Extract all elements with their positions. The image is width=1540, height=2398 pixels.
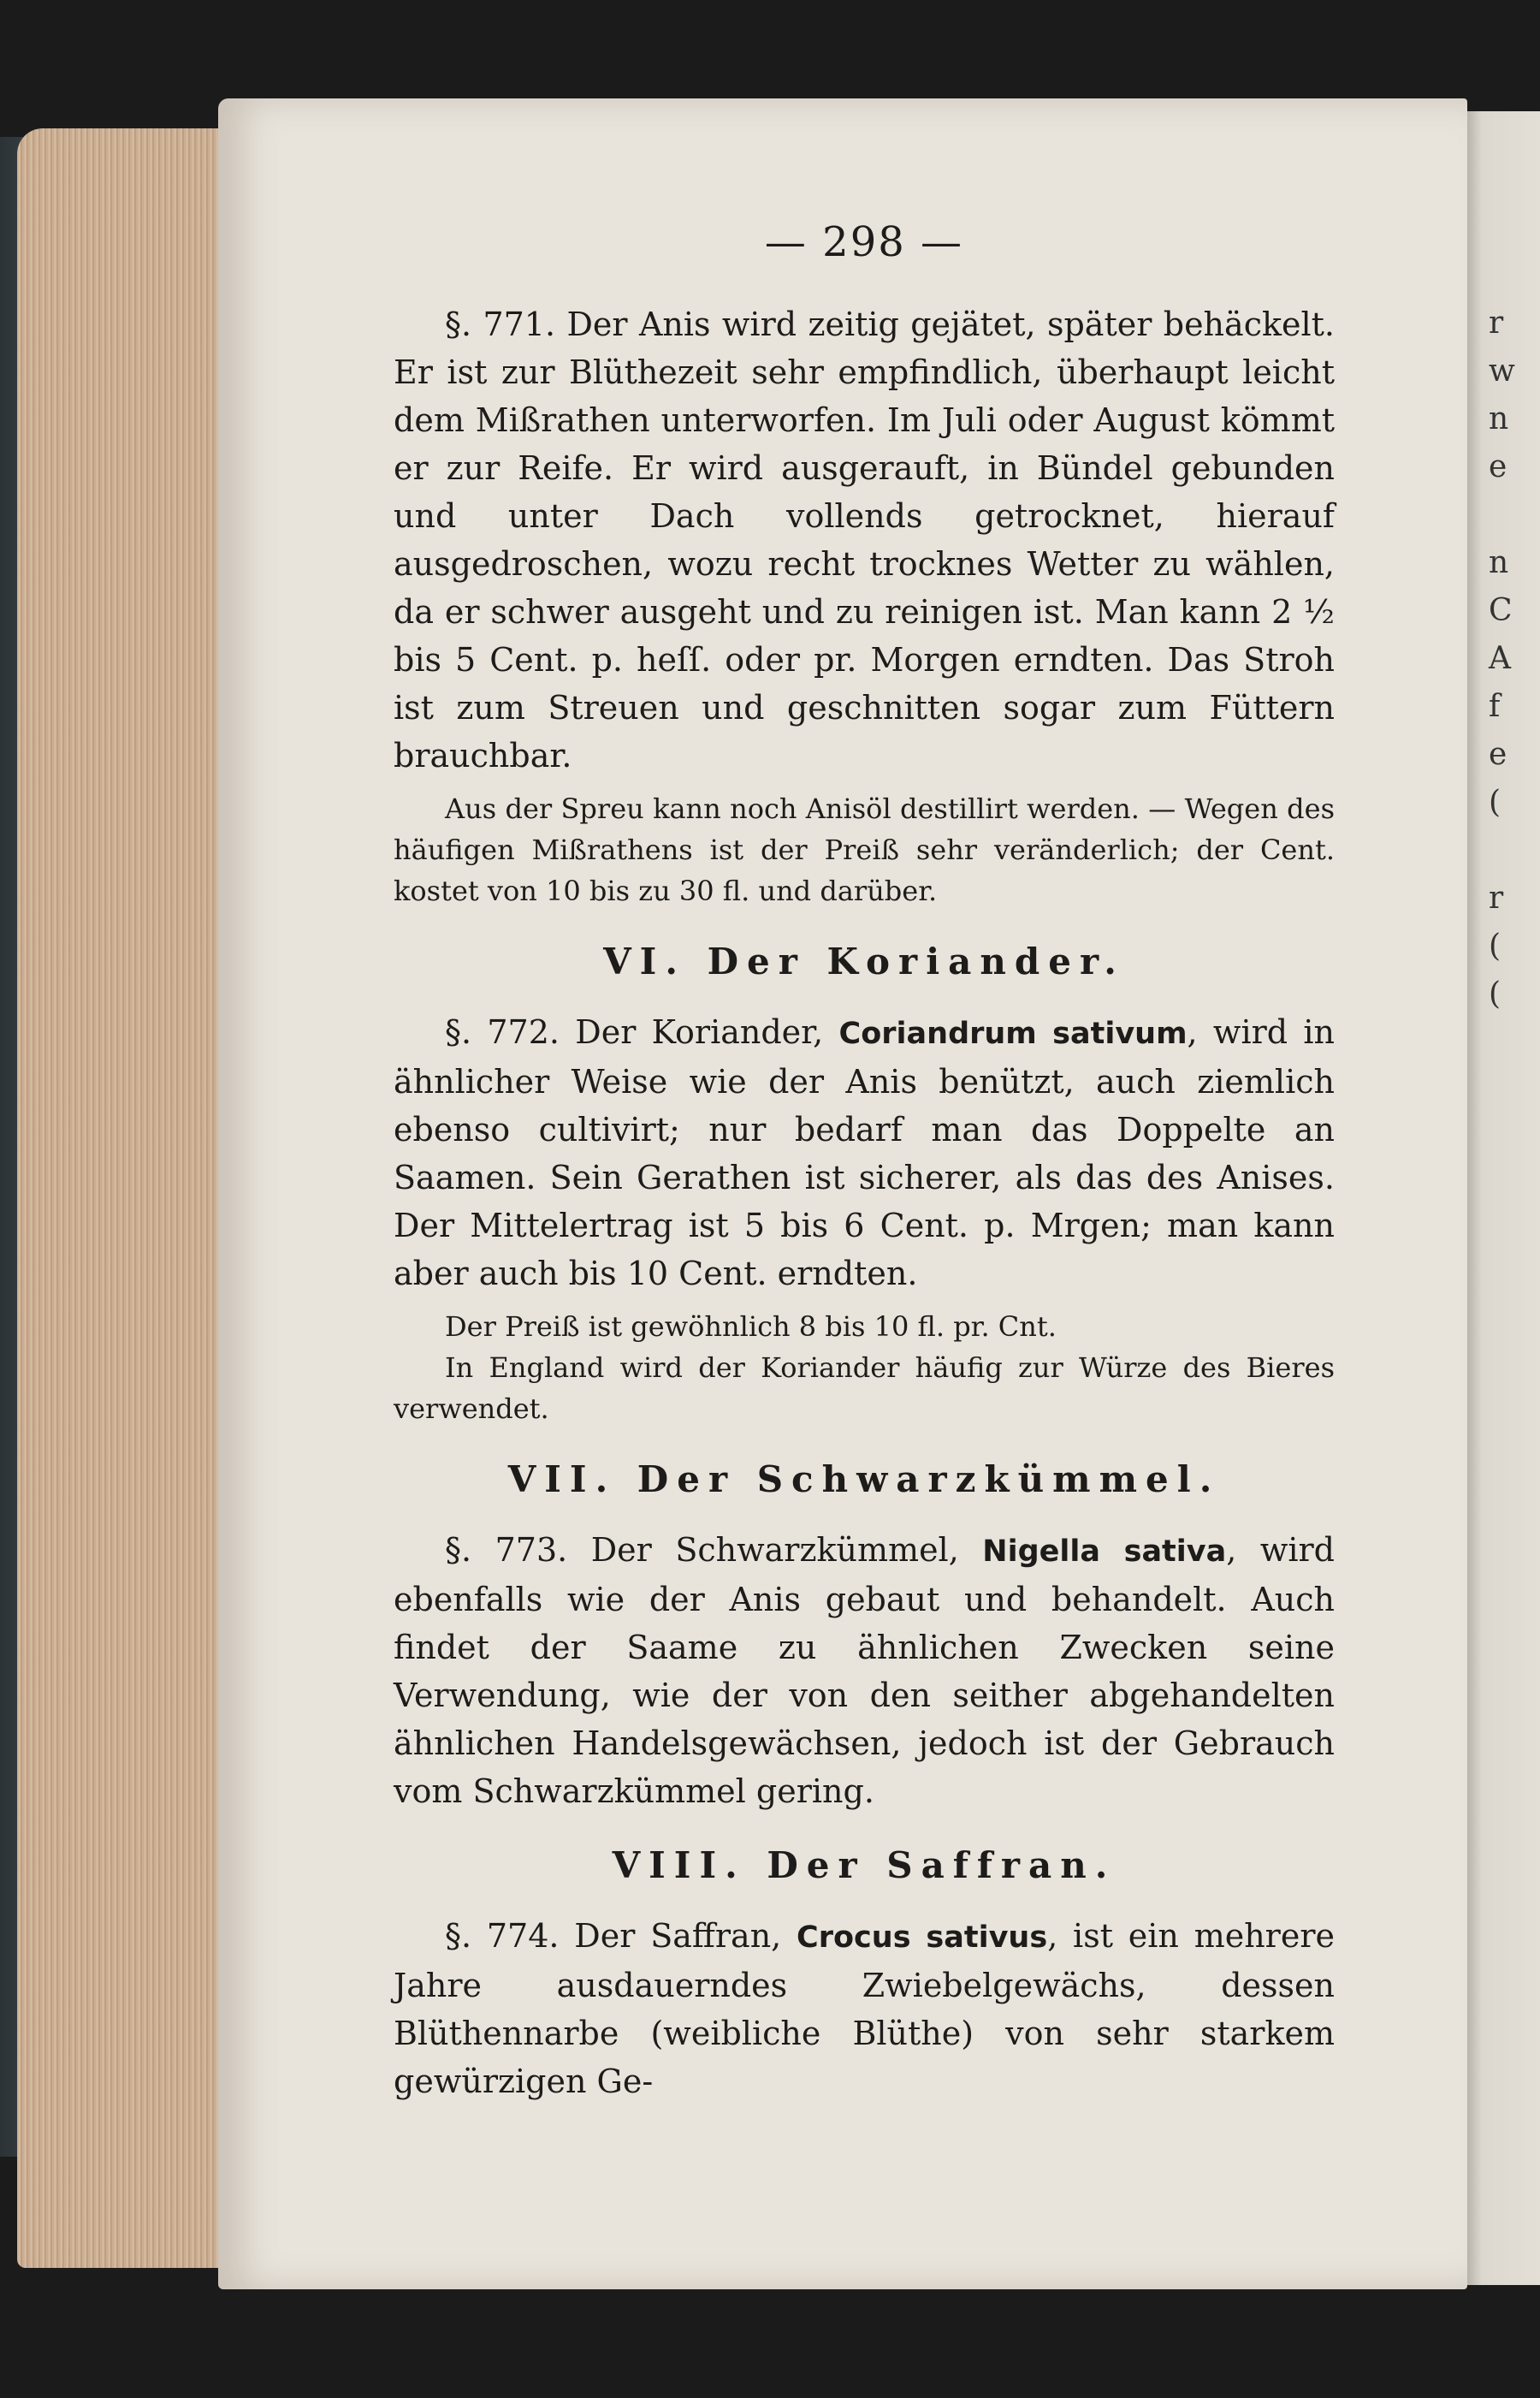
- paragraph-773-rest: , wird ebenfalls wie der Anis gebaut und behandelt. Auch findet der Saame zu ähnlichen Zwecken seine Verwendung, wie der von den seither abgehandelten ähnlichen Handelsgewächsen, jedoch ist der Gebrauch vom Schwarzkümmel gering.: [394, 1531, 1335, 1810]
- fragment-letter: r: [1489, 306, 1504, 341]
- heading-schwarzkuemmel: VII. Der Schwarzkümmel.: [507, 1458, 1221, 1500]
- page-content: [394, 218, 1335, 2105]
- fragment-letter: n: [1489, 545, 1509, 580]
- latin-name-coriandrum: Coriandrum sativum: [838, 1017, 1188, 1051]
- fragment-letter: r: [1489, 881, 1504, 916]
- note-anis: Aus der Spreu kann noch Anisöl destillirt werden. — Wegen des häufigen Mißrathens ist der Preiß sehr veränderlich; der Cent. kostet von 10 bis zu 30 fl. und darüber.: [394, 792, 1335, 907]
- note-koriander-price: Der Preiß ist gewöhnlich 8 bis 10 fl. pr. Cnt.: [445, 1310, 1057, 1343]
- note-koriander-england: In England wird der Koriander häufig zur Würze des Bieres verwendet.: [394, 1351, 1335, 1425]
- fragment-letter: e: [1489, 737, 1507, 772]
- fragment-letter: n: [1489, 401, 1509, 436]
- page-edges: [17, 128, 222, 2268]
- paragraph-771: §. 771. Der Anis wird zeitig gejätet, später behäckelt. Er ist zur Blüthezeit sehr empfindlich, überhaupt leicht dem Mißrathen unterworfen. Im Juli oder August kömmt er zur Reife. Er wird ausgerauft, in Bündel gebunden und unter Dach vollends getrocknet, hierauf ausgedroschen, wozu recht trocknes Wetter zu wählen, da er schwer ausgeht und zu reinigen ist. Man kann 2 ½ bis 5 Cent. p. heſſ. oder pr. Morgen erndten. Das Stroh ist zum Streuen und geschnitten sogar zum Füttern brauchbar.: [394, 306, 1335, 775]
- latin-name-nigella: Nigella sativa: [982, 1534, 1227, 1569]
- fragment-letter: (: [1489, 785, 1502, 820]
- paragraph-772-start: §. 772. Der Koriander,: [445, 1013, 839, 1051]
- fragment-letter: e: [1489, 449, 1507, 484]
- paragraph-772: [394, 1008, 1335, 1297]
- heading-koriander: VI. Der Koriander.: [603, 941, 1125, 982]
- fragment-letter: (: [1489, 929, 1502, 964]
- fragment-letter: A: [1489, 641, 1511, 676]
- paragraph-772-rest: , wird in ähnlicher Weise wie der Anis benützt, auch ziemlich ebenso cultivirt; nur bedarf man das Doppelte an Saamen. Sein Gerathen ist sicherer, als das des Anises. Der Mittelertrag ist 5 bis 6 Cent. p. Mrgen; man kann aber auch bis 10 Cent. erndten.: [394, 1013, 1335, 1292]
- heading-saffran: VIII. Der Saffran.: [612, 1844, 1116, 1886]
- fragment-letter: w: [1489, 353, 1515, 389]
- latin-name-crocus: Crocus sativus: [797, 1920, 1048, 1955]
- paragraph-773-start: §. 773. Der Schwarzkümmel,: [445, 1531, 983, 1569]
- paragraph-774-rest: , ist ein mehrere Jahre ausdauerndes Zwiebelgewächs, dessen Blüthennarbe (weibliche Blüthe) von sehr starkem gewürzigen Ge-: [394, 1917, 1335, 2100]
- fragment-letter: (: [1489, 976, 1502, 1012]
- fragment-letter: f: [1489, 689, 1501, 724]
- next-page-text-fragment: [1489, 300, 1540, 1018]
- page-number: — 298 —: [764, 218, 964, 266]
- paragraph-774: [394, 1912, 1335, 2105]
- paragraph-774-start: §. 774. Der Saffran,: [445, 1917, 797, 1955]
- fragment-letter: C: [1489, 593, 1513, 628]
- paragraph-773: [394, 1526, 1335, 1815]
